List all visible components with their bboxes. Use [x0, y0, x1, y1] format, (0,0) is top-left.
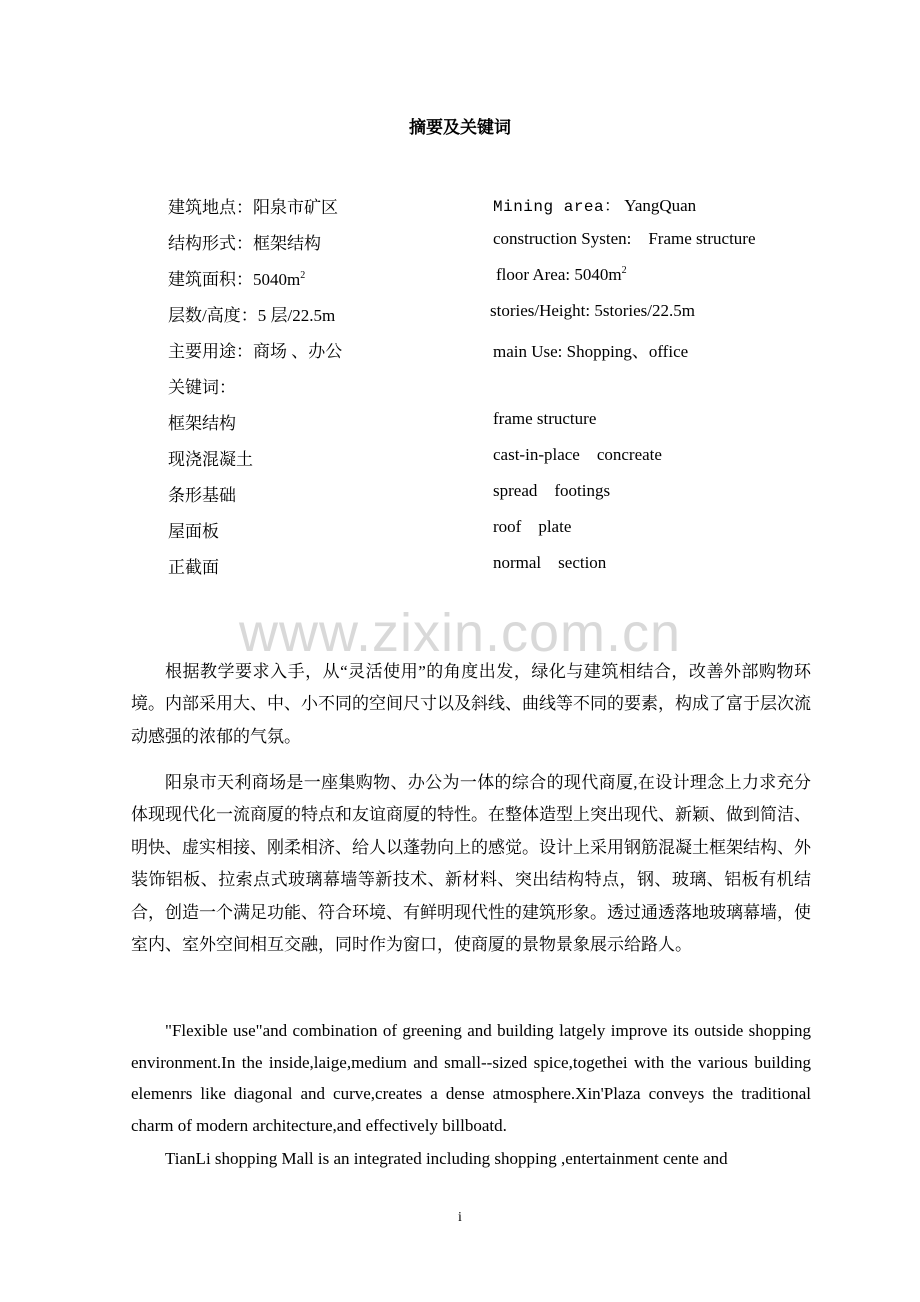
keyword-row: [0, 517, 920, 553]
info-row-location: [0, 193, 920, 229]
area-en-unit-exp: 2: [621, 265, 627, 276]
info-row-stories: [0, 301, 920, 337]
keywords-heading: [0, 373, 920, 409]
abstract-en-paragraph-1: "Flexible use"and combination of greening and building latgely improve its outside shopping environment.In the inside,laige,medium and small--sized spice,togethei with the various building elemenrs like diagonal and curve,creates a dense atmosphere.Xin'Plaza conveys the traditional charm of modern architecture,and effectively billboatd.: [131, 1021, 811, 1136]
keyword-row: [0, 481, 920, 517]
location-en: [493, 193, 696, 216]
keyword-row: [0, 553, 920, 589]
abstract-en-paragraph-2: TianLi shopping Mall is an integrated including shopping ,entertainment cente and: [165, 1149, 728, 1168]
location-en-label: Mining area：: [493, 198, 621, 216]
info-row-structure: [0, 229, 920, 265]
keyword-en: roof plate: [493, 517, 572, 536]
structure-en: construction Systen: Frame structure: [493, 229, 756, 248]
area-cn-unit-exp: 2: [300, 270, 306, 281]
info-row-use: [0, 337, 920, 373]
keyword-row: [0, 445, 920, 481]
abstract-cn-paragraph-2: 阳泉市天利商场是一座集购物、办公为一体的综合的现代商厦,在设计理念上力求充分体现现代化一流商厦的特点和友谊商厦的特性。在整体造型上突出现代、新颖、做到简洁、明快、虚实相接、刚柔相济、给人以蓬勃向上的感觉。设计上采用钢筋混凝土框架结构、外装饰铝板、拉索点式玻璃幕墙等新技术、新材料、突出结构特点，钢、玻璃、铝板有机结合，创造一个满足功能、符合环境、有鲜明现代性的建筑形象。透过通透落地玻璃幕墙，使室内、室外空间相互交融，同时作为窗口，使商厦的景物景象展示给路人。: [131, 773, 811, 955]
abstract-cn-paragraph-1: 根据教学要求入手，从“灵活使用”的角度出发，绿化与建筑相结合，改善外部购物环境。内部采用大、中、小不同的空间尺寸以及斜线、曲线等不同的要素，构成了富于层次流动感强的浓郁的气氛。: [131, 662, 811, 746]
keyword-cn: 现浇混凝土: [168, 450, 253, 469]
keyword-en: cast-in-place concreate: [493, 445, 662, 464]
keyword-row: [0, 409, 920, 445]
keywords-label: 关键词：: [168, 378, 236, 397]
use-cn: 主要用途：商场 、办公: [168, 342, 343, 361]
keyword-en: normal section: [493, 553, 607, 572]
area-cn: [168, 265, 305, 290]
location-en-value: YangQuan: [620, 196, 697, 215]
stories-en: stories/Height: 5stories/22.5m: [490, 301, 695, 320]
structure-cn: 结构形式：框架结构: [168, 234, 321, 253]
location-cn: 建筑地点：阳泉市矿区: [168, 198, 338, 217]
keyword-cn: 框架结构: [168, 414, 236, 433]
keyword-cn: 条形基础: [168, 486, 236, 505]
keyword-cn: 屋面板: [168, 522, 219, 541]
area-cn-value: 建筑面积：5040m: [168, 270, 301, 289]
info-row-area: [0, 265, 920, 301]
use-en: main Use: Shopping、office: [493, 342, 689, 361]
stories-cn: 层数/高度：5 层/22.5m: [168, 306, 336, 325]
page-title: 摘要及关键词: [409, 118, 511, 137]
keyword-en: spread footings: [493, 481, 611, 500]
area-en: [496, 265, 627, 285]
keyword-en: frame structure: [493, 409, 597, 428]
watermark: www.zixin.com.cn: [238, 603, 682, 663]
keyword-cn: 正截面: [168, 558, 219, 577]
area-en-value: floor Area: 5040m: [496, 265, 622, 284]
page-number: i: [458, 1210, 462, 1225]
